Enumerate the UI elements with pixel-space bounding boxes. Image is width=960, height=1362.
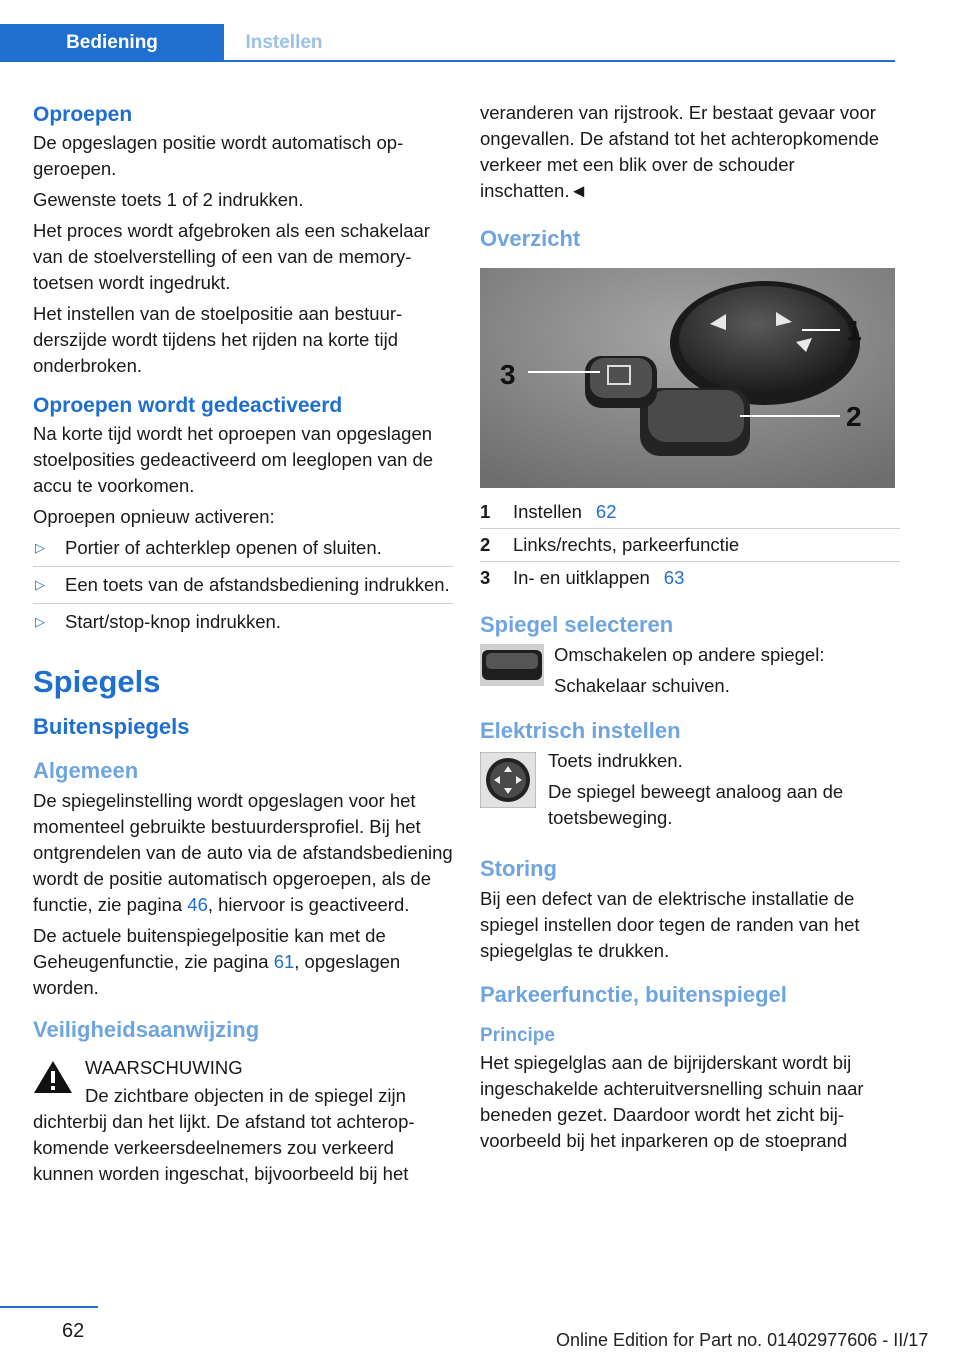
legend-row: 2 Links/rechts, parkeerfunctie (480, 529, 900, 562)
triangle-bullet-icon: ▷ (35, 577, 45, 592)
mirror-controls-photo (480, 268, 895, 488)
paragraph: Na korte tijd wordt het oproepen van opgeslagen stoelposities gedeactiveerd om leeglopen van de accu te voorkomen. (33, 423, 434, 496)
paragraph: Bij een defect van de elektrische installatie de spiegel instellen door tegen de randen van het spiegelglas te drukken. (480, 888, 860, 961)
footer-rule (0, 1306, 98, 1308)
heading-buitenspiegels: Buitenspiegels (33, 714, 190, 739)
paragraph: De opgeslagen positie wordt automatisch opgeroepen. (33, 132, 404, 179)
heading-veiligheid: Veiligheidsaanwijzing (33, 1017, 260, 1042)
legend-row: 1 Instellen 62 (480, 496, 900, 529)
paragraph: Oproepen opnieuw activeren: (33, 506, 275, 527)
selecteren-block (480, 642, 900, 704)
heading-spiegel-selecteren: Spiegel selecteren (480, 612, 674, 637)
paragraph: De actuele buitenspiegelpositie kan met de Geheugenfunctie, zie pagina 61, opgeslagen worden. (33, 925, 401, 998)
elektrisch-block (480, 748, 900, 836)
mirror-controls-illustration (480, 268, 895, 488)
heading-storing: Storing (480, 856, 557, 881)
page-link-46[interactable]: 46 (187, 894, 208, 915)
heading-algemeen: Algemeen (33, 758, 139, 783)
header-bar (0, 0, 895, 62)
heading-oproepen: Oproepen (33, 103, 133, 126)
heading-parkeerfunctie: Parkeerfunctie, buitenspiegel (480, 982, 787, 1007)
triangle-bullet-icon: ▷ (35, 614, 45, 629)
tab-bediening[interactable]: Bediening (0, 24, 224, 62)
heading-principe: Principe (480, 1025, 555, 1046)
paragraph: De spiegelinstelling wordt opgeslagen voor het momenteel gebruikte bestuurdersprofiel. Bij het ontgrendelen van de auto via de afstandsbediening wordt de positie automatisch opgeroepen, als de functie, zie pagina 46, hiervoor is geactiveerd. (33, 790, 453, 915)
page-link-62[interactable]: 62 (595, 501, 617, 522)
warning-text: De zichtbare objecten in de spiegel zijn dichterbij dan het lijkt. De afstand tot achteropkomende verkeersdeelnemers zou verkeerd kunnen worden ingeschat, bijvoorbeeld bij het (33, 1085, 415, 1184)
paragraph: De spiegel beweegt analoog aan de toetsbeweging. (548, 781, 844, 828)
paragraph: veranderen van rijstrook. Er bestaat gevaar voor ongevallen. De afstand tot het achteropkomende verkeer met een blik over de schouder inschatten.◄ (480, 102, 880, 201)
left-column (33, 100, 453, 1192)
callout-3: 3 (500, 359, 516, 390)
list-item: ▷ Portier of achterklep openen of sluiten. (33, 535, 453, 567)
paragraph: Het instellen van de stoelpositie aan bestuurderszijde wordt tijdens het rijden na korte tijd onderbroken. (33, 303, 403, 376)
paragraph: Schakelaar schuiven. (554, 675, 730, 696)
warning-triangle-icon (33, 1059, 73, 1095)
paragraph: Gewenste toets 1 of 2 indrukken. (33, 189, 304, 210)
heading-elektrisch-instellen: Elektrisch instellen (480, 718, 681, 743)
switch-icon (480, 644, 544, 686)
legend-list (480, 496, 900, 594)
list-item: ▷ Een toets van de afstandsbediening indrukken. (33, 572, 453, 604)
heading-gedeactiveerd: Oproepen wordt gedeactiveerd (33, 394, 343, 417)
paragraph: Omschakelen op andere spiegel: (554, 644, 825, 665)
list-item: ▷ Start/stop-knop indrukken. (33, 609, 453, 640)
paragraph: Het spiegelglas aan de bijrijderskant wordt bij ingeschakelde achteruitversnelling schuin naar beneden gezet. Daardoor wordt het zicht bijvoorbeeld bij het inparkeren op de stoeprand (480, 1052, 864, 1151)
page-number: 62 (62, 1320, 85, 1342)
paragraph: Toets indrukken. (548, 750, 683, 771)
edition-text: Online Edition for Part no. 01402977606 - II/17 (556, 1330, 929, 1350)
heading-overzicht: Overzicht (480, 226, 581, 251)
page-link-63[interactable]: 63 (663, 567, 685, 588)
heading-spiegels: Spiegels (33, 664, 161, 699)
bullet-list (33, 535, 453, 640)
tab-instellen[interactable]: Instellen (245, 32, 323, 53)
page-link-61[interactable]: 61 (273, 951, 295, 972)
mirror-adjust-button-icon (480, 752, 536, 808)
callout-2: 2 (846, 401, 862, 432)
paragraph: Het proces wordt afgebroken als een schakelaar van de stoelverstelling of een van de memory-toetsen wordt ingedrukt. (33, 220, 430, 293)
callout-1: 1 (846, 315, 862, 346)
triangle-bullet-icon: ▷ (35, 540, 45, 555)
legend-row: 3 In- en uitklappen 63 (480, 562, 900, 594)
right-column (480, 100, 900, 1159)
warning-label: WAARSCHUWING (85, 1057, 243, 1078)
